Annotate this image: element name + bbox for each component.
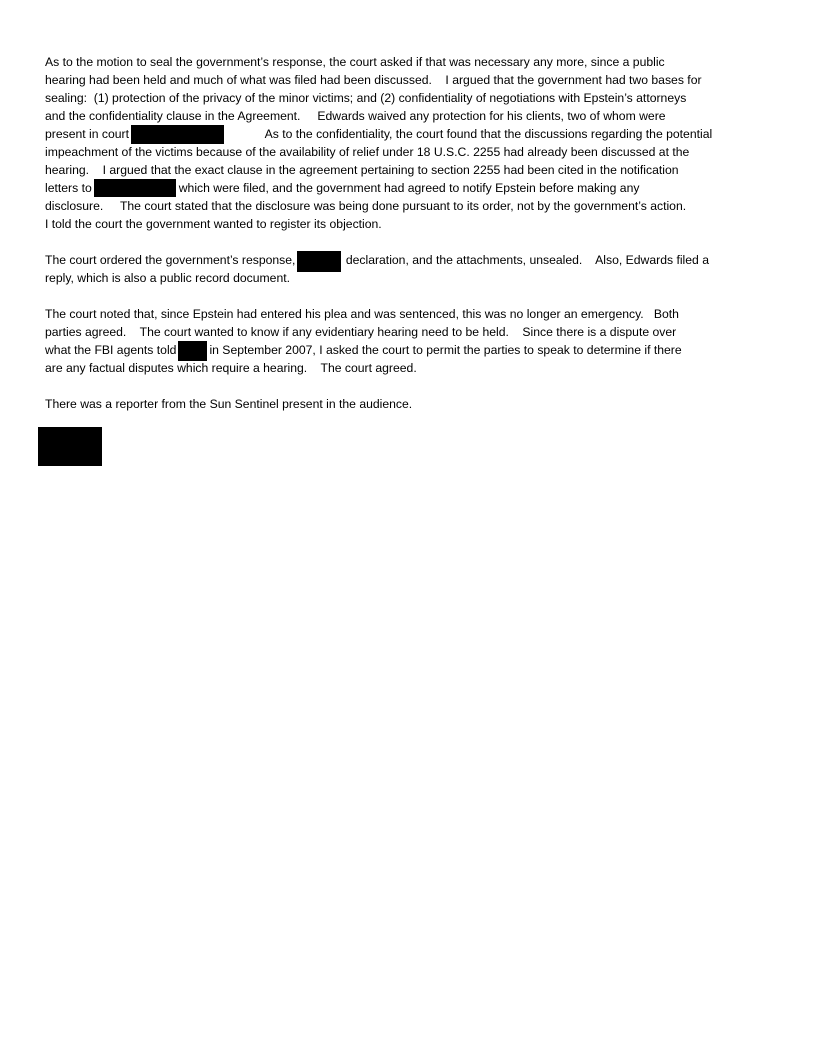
text-segment: in September 2007, I asked the court to permit the parties to speak to determine if there xyxy=(209,343,682,357)
redaction-box xyxy=(94,179,176,197)
redaction-box xyxy=(178,341,207,361)
text-line: hearing. I argued that the exact clause in the agreement pertaining to section 2255 had been cited in the notification xyxy=(45,163,679,177)
paragraph-reporter-note xyxy=(45,395,785,413)
paragraph-unsealing-order xyxy=(45,251,785,287)
redaction-box-signature xyxy=(38,427,102,466)
paragraph-emergency-status xyxy=(45,305,785,377)
text-segment: present in court xyxy=(45,127,130,141)
text-line: impeachment of the victims because of the availability of relief under 18 U.S.C. 2255 had already been discussed at the xyxy=(45,145,690,159)
text-segment: declaration, and the attachments, unsealed. Also, Edwards filed a xyxy=(342,253,709,267)
text-line: The court noted that, since Epstein had entered his plea and was sentenced, this was no longer an emergency. Both xyxy=(45,307,679,321)
text-segment: The court ordered the government’s response, xyxy=(45,253,296,267)
text-line: parties agreed. The court wanted to know if any evidentiary hearing need to be held. Since there is a dispute over xyxy=(45,325,677,339)
text-line: are any factual disputes which require a hearing. The court agreed. xyxy=(45,361,417,375)
paragraph-motion-to-seal xyxy=(45,53,785,233)
text-line xyxy=(45,125,785,143)
text-line: I told the court the government wanted to register its objection. xyxy=(45,217,382,231)
text-line: and the confidentiality clause in the Agreement. Edwards waived any protection for his clients, two of whom were xyxy=(45,109,666,123)
text-segment: As to the confidentiality, the court found that the discussions regarding the potential xyxy=(228,127,713,141)
text-line: sealing: (1) protection of the privacy of the minor victims; and (2) confidentiality of negotiations with Epstein’s attorneys xyxy=(45,91,687,105)
text-segment: which were filed, and the government had agreed to notify Epstein before making any xyxy=(178,181,640,195)
redaction-box xyxy=(131,125,224,144)
text-line xyxy=(45,341,785,359)
text-line xyxy=(45,251,785,269)
text-line: hearing had been held and much of what was filed had been discussed. I argued that the government had two bases for xyxy=(45,73,702,87)
text-line xyxy=(45,179,785,197)
text-line: There was a reporter from the Sun Sentinel present in the audience. xyxy=(45,397,413,411)
text-segment: letters to xyxy=(45,181,92,195)
text-line: disclosure. The court stated that the disclosure was being done pursuant to its order, not by the government’s action. xyxy=(45,199,687,213)
text-segment: what the FBI agents told xyxy=(45,343,177,357)
text-line: reply, which is also a public record document. xyxy=(45,271,290,285)
text-line: As to the motion to seal the government’s response, the court asked if that was necessary any more, since a public xyxy=(45,55,665,69)
